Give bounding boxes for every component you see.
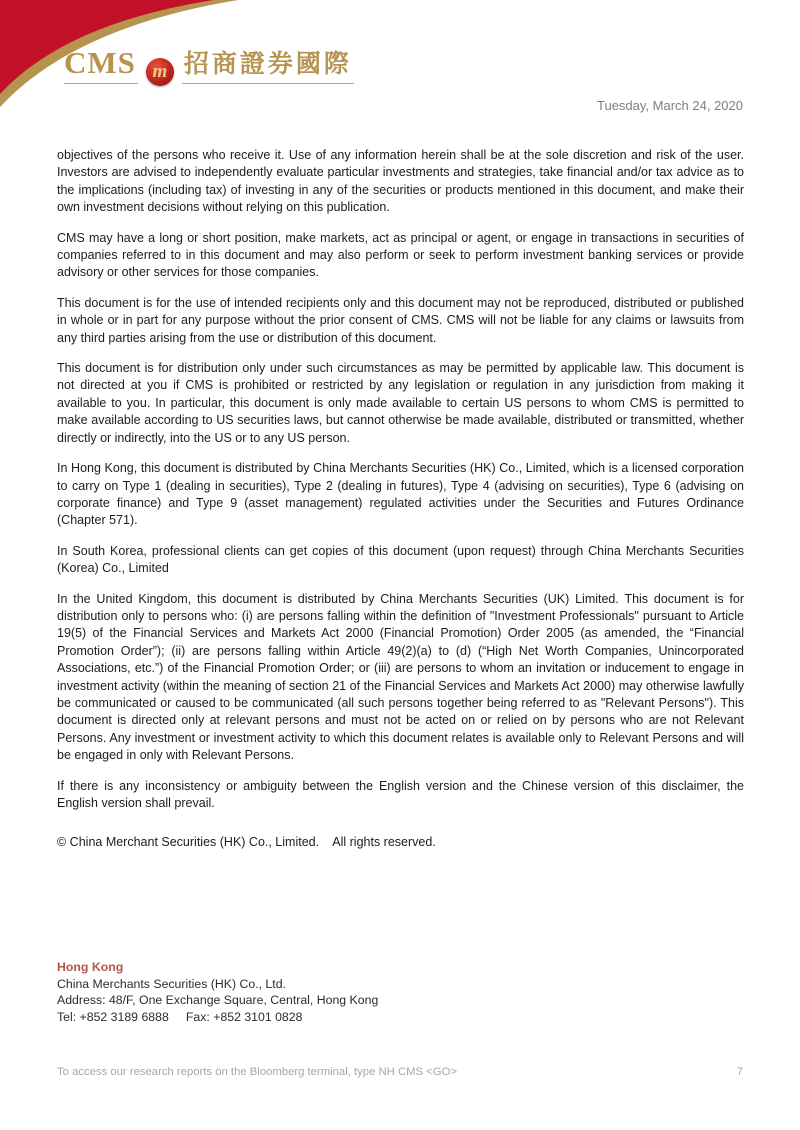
disclaimer-paragraph: In the United Kingdom, this document is distributed by China Merchants Securities (UK) Limited. This document is for distribution only to persons who: (i) are persons falling within the definition of "Investment Professionals" pursuant to Article 19(5) of the Financial Services and Markets Act 2000 (Financial Promotion) Order 2005 (as amended, the “Financial Promotion Order”); (ii) are persons falling within Article 49(2)(a) to (d) (“High Net Worth Companies, Unincorporated Associations, etc.”) of the Financial Promotion Order; or (iii) are persons to whom an invitation or inducement to engage in investment activity (within the meaning of section 21 of the Financial Services and Markets Act 2000) may otherwise lawfully be communicated or caused to be communicated (all such persons together being referred to as "Relevant Persons"). This document is directed only at relevant persons and must not be acted on or relied on by persons who are not Relevant Persons. Any investment or investment activity to which this document relates is available only to Relevant Persons and will be engaged in only with Relevant Persons.	[57, 591, 744, 763]
disclaimer-paragraph: CMS may have a long or short position, make markets, act as principal or agent, or engage in transactions in securities of companies referred to in this document and may also perform or seek to perform investment banking services or provide advisory or other services for those companies.	[57, 230, 744, 280]
company-logo	[64, 45, 354, 84]
disclaimer-body	[57, 147, 744, 865]
contact-company: China Merchants Securities (HK) Co., Ltd.	[57, 977, 286, 992]
cms-logo-text: CMS	[64, 48, 138, 84]
disclaimer-paragraph: This document is for the use of intended recipients only and this document may not be reproduced, distributed or published in whole or in part for any purpose without the prior consent of CMS. CMS will not be liable for any claims or lawsuits from any third parties arising from the use or distribution of this document.	[57, 295, 744, 345]
page-number: 7	[736, 1066, 743, 1078]
disclaimer-paragraph: In South Korea, professional clients can get copies of this document (upon request) through China Merchants Securities (Korea) Co., Limited	[57, 543, 744, 576]
contact-region-heading: Hong Kong	[57, 960, 124, 974]
disclaimer-paragraph: This document is for distribution only under such circumstances as may be permitted by applicable law. This document is not directed at you if CMS is prohibited or restricted by any legislation or regulation in any jurisdiction from making it available to you. In particular, this document is only made available to certain US persons to whom CMS is permitted to make available according to US securities laws, but cannot otherwise be made available, distributed or transmitted, whether directly or indirectly, into the US or to any US person.	[57, 361, 744, 445]
page-footer	[57, 1066, 743, 1078]
report-date: Tuesday, March 24, 2020	[597, 98, 743, 113]
cms-chinese-name: 招商證券國際	[182, 51, 354, 84]
disclaimer-paragraph: If there is any inconsistency or ambiguity between the English version and the Chinese version of this disclaimer, the English version shall prevail.	[57, 778, 744, 810]
cms-badge-glyph: m	[152, 60, 168, 82]
disclaimer-paragraph: In Hong Kong, this document is distributed by China Merchants Securities (HK) Co., Limited, which is a licensed corporation to carry on Type 1 (dealing in securities), Type 2 (dealing in futures), Type 4 (advising on securities), Type 6 (advising on corporate finance) and Type 9 (asset management) regulated activities under the Securities and Futures Ordinance (Chapter 571).	[57, 461, 744, 528]
disclaimer-paragraph: objectives of the persons who receive it. Use of any information herein shall be at the sole discretion and risk of the user. Investors are advised to independently evaluate particular investments and strategies, take financial and/or tax advice as to the implications (including tax) of investing in any of the securities or products mentioned in this document, and make their own investment decisions without relying on this publication.	[57, 148, 744, 215]
contact-block	[57, 959, 378, 1025]
contact-address: Address: 48/F, One Exchange Square, Central, Hong Kong	[57, 993, 379, 1008]
cms-badge-icon	[146, 58, 174, 86]
footer-bloomberg-note: To access our research reports on the Bloomberg terminal, type NH CMS <GO>	[57, 1066, 457, 1078]
copyright-line: © China Merchant Securities (HK) Co., Limited. All rights reserved.	[57, 835, 436, 850]
contact-tel-fax: Tel: +852 3189 6888 Fax: +852 3101 0828	[57, 1009, 303, 1024]
